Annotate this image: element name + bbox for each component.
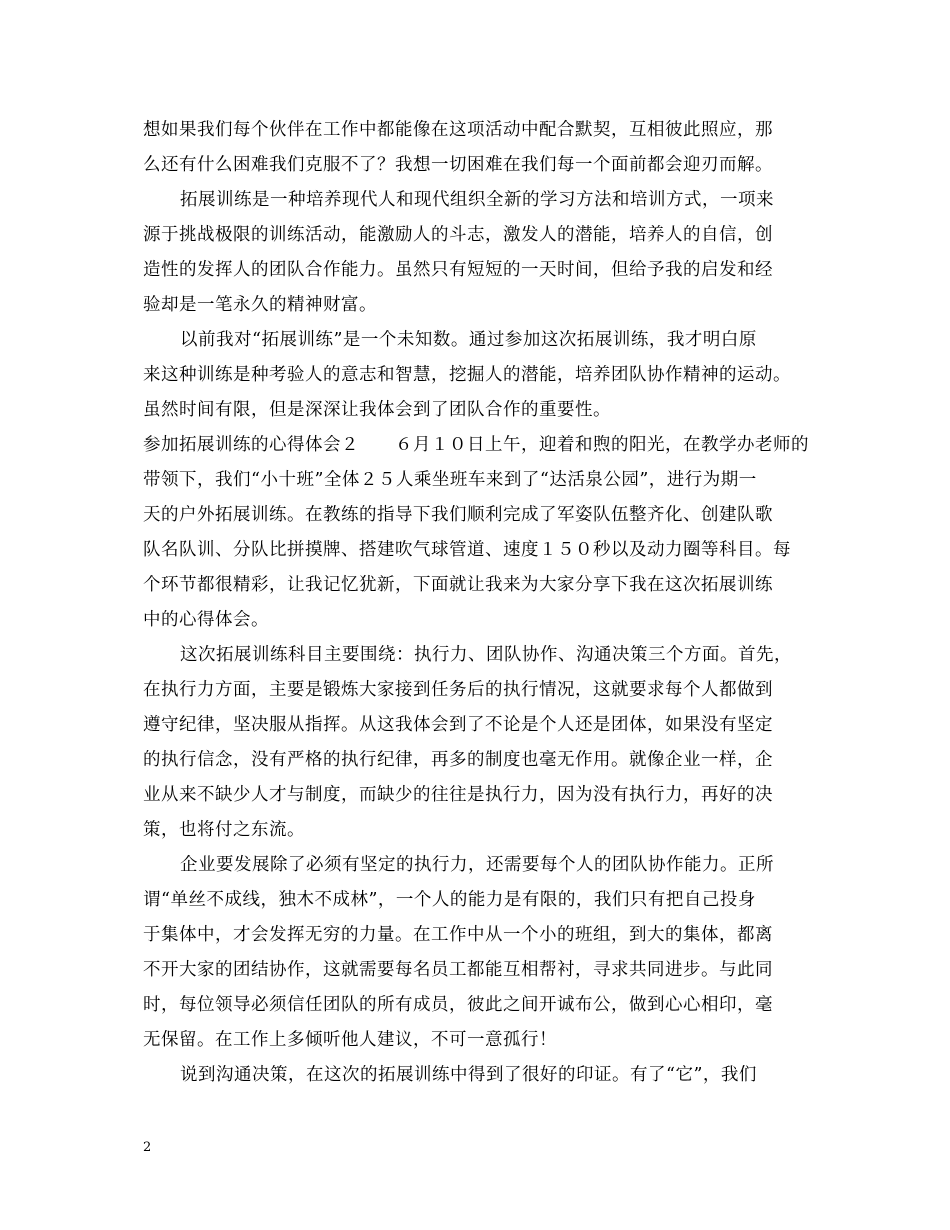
paragraph-start-line: 说到沟通决策，在这次的拓展训练中得到了很好的印证。有了“它”，我们: [180, 1065, 757, 1085]
text-line: 时，每位领导必须信任团队的所有成员，彼此之间开诚布公，做到心心相印，毫: [143, 995, 773, 1015]
text-line: 么还有什么困难我们克服不了？我想一切困难在我们每一个面前都会迎刃而解。: [143, 155, 773, 175]
text-line: 虽然时间有限，但是深深让我体会到了团队合作的重要性。: [143, 400, 611, 420]
text-line: 业从来不缺少人才与制度，而缺少的往往是执行力，因为没有执行力，再好的决: [143, 785, 773, 805]
text-line: 谓“单丝不成线，独木不成林”，一个人的能力是有限的，我们只有把自己投身: [143, 890, 756, 910]
text-line: 源于挑战极限的训练活动，能激励人的斗志，激发人的潜能，培养人的自信，创: [143, 225, 773, 245]
text-line: 想如果我们每个伙伴在工作中都能像在这项活动中配合默契，互相彼此照应，那: [143, 120, 773, 140]
text-line: 中的心得体会。: [143, 610, 269, 630]
text-line: 策，也将付之东流。: [143, 820, 305, 840]
text-line: 验却是一笔永久的精神财富。: [143, 295, 377, 315]
paragraph-start-line: 拓展训练是一种培养现代人和现代组织全新的学习方法和培训方式，一项来: [180, 190, 774, 210]
text-line: 遵守纪律，坚决服从指挥。从这我体会到了不论是个人还是团体，如果没有坚定: [143, 715, 773, 735]
text-line: 个环节都很精彩，让我记忆犹新，下面就让我来为大家分享下我在这次拓展训练: [143, 575, 773, 595]
text-line: 造性的发挥人的团队合作能力。虽然只有短短的一天时间，但给予我的启发和经: [143, 260, 773, 280]
text-line: 队名队训、分队比拼摸牌、搭建吹气球管道、速度１５０秒以及动力圈等科目。每: [143, 540, 791, 560]
text-line: 天的户外拓展训练。在教练的指导下我们顺利完成了军姿队伍整齐化、创建队歌: [143, 505, 773, 525]
paragraph-start-line: 企业要发展除了必须有坚定的执行力，还需要每个人的团队协作能力。正所: [180, 855, 774, 875]
text-line: 的执行信念，没有严格的执行纪律，再多的制度也毫无作用。就像企业一样，企: [143, 750, 773, 770]
text-line: 在执行力方面，主要是锻炼大家接到任务后的执行情况，这就要求每个人都做到: [143, 680, 773, 700]
text-line: 来这种训练是种考验人的意志和智慧，挖掘人的潜能，培养团队协作精神的运动。: [143, 365, 791, 385]
text-line: 于集体中，才会发挥无穷的力量。在工作中从一个小的班组，到大的集体，都离: [143, 925, 773, 945]
text-line: 无保留。在工作上多倾听他人建议，不可一意孤行！: [143, 1030, 557, 1050]
section-heading-line: 参加拓展训练的心得体会２ ６月１０日上午，迎着和煦的阳光，在教学办老师的: [143, 435, 809, 455]
text-line: 带领下，我们“小十班”全体２５人乘坐班车来到了“达活泉公园”，进行为期一: [143, 470, 757, 490]
paragraph-start-line: 以前我对“拓展训练”是一个未知数。通过参加这次拓展训练，我才明白原: [180, 330, 757, 350]
page-number: 2: [143, 1140, 152, 1155]
paragraph-start-line: 这次拓展训练科目主要围绕：执行力、团队协作、沟通决策三个方面。首先，: [180, 645, 792, 665]
text-line: 不开大家的团结协作，这就需要每名员工都能互相帮衬，寻求共同进步。与此同: [143, 960, 773, 980]
